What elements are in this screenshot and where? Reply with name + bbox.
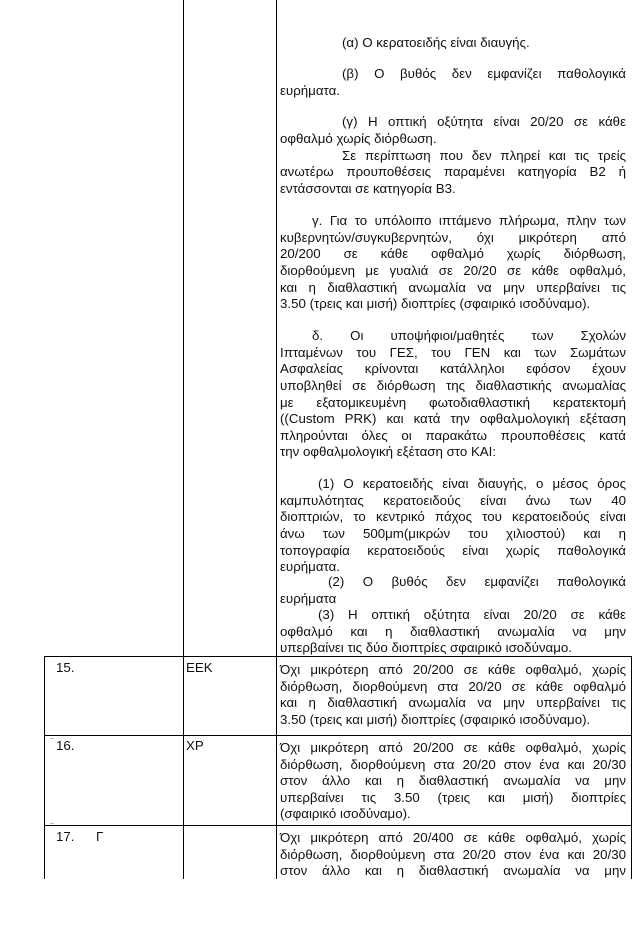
row-text-line: υπερβαίνει τις 3.50 (τρεις και μισή) διοπτρίες xyxy=(280,790,626,805)
column-divider-1 xyxy=(183,0,184,879)
scan-mark xyxy=(50,738,54,739)
row-border-16 xyxy=(44,735,632,736)
row-number: 16. xyxy=(56,738,75,753)
delta-line6: ((Custom PRK) και κατά την οφθαλμολογική εξέταση xyxy=(280,411,626,426)
scan-mark xyxy=(50,823,54,824)
d1-line4: άνω των 500μm(μικρών του χιλιοστού) και η xyxy=(280,526,626,541)
d3-line1: (3) Η οπτική οξύτητα είναι 20/20 σε κάθε xyxy=(318,607,626,622)
row-border-17 xyxy=(44,825,632,826)
delta-line8: την οφθαλμολογική εξέταση στο ΚΑΙ: xyxy=(280,444,497,459)
d3-line2: οφθαλμό και η διαθλαστική ανωμαλία να μην xyxy=(280,624,626,639)
row-text-line: Όχι μικρότερη από 20/200 σε κάθε οφθαλμό, χωρίς xyxy=(280,740,626,755)
clause-b-line2: ευρήματα. xyxy=(280,83,340,98)
gamma-line2: κυβερνητών/συγκυβερνητών, όχι μικρότερη από xyxy=(280,230,626,245)
d1-line3: διοπτριών, το κεντρικό πάχος του κερατοειδούς είναι xyxy=(280,509,626,524)
row-text-line: διόρθωση, διορθούμενη στα 20/20 στον ένα και 20/30 xyxy=(280,757,626,772)
delta-line2: Ιπταμένων του ΓΕΣ, του ΓΕΝ και των Σωμάτων xyxy=(280,345,626,360)
gamma-line3: 20/200 σε κάθε οφθαλμό χωρίς διόρθωση, xyxy=(280,246,626,261)
row-number: 17. xyxy=(56,829,75,844)
row-code: ΕΕΚ xyxy=(186,660,213,675)
row-text-line: και η διαθλαστική ανωμαλία να μην υπερβαίνει τις xyxy=(280,695,626,710)
row-category: Γ xyxy=(96,829,104,844)
delta-line4: υποβληθεί σε διόρθωση της διαθλαστικής ανωμαλίας xyxy=(280,378,626,393)
d2-line2: ευρήματα xyxy=(280,591,337,606)
row-text-line: (σφαιρικό ισοδύναμο). xyxy=(280,806,411,821)
clause-c-line1: (γ) Η οπτική οξύτητα είναι 20/20 σε κάθε xyxy=(342,114,626,129)
d1-line1: (1) Ο κερατοειδής είναι διαυγής, ο μέσος όρος xyxy=(318,476,626,491)
row-text-line: στον άλλο και η διαθλαστική ανωμαλία να μην xyxy=(280,773,626,788)
clause-b-line1: (β) Ο βυθός δεν εμφανίζει παθολογικά xyxy=(342,66,626,81)
row-text-line: διόρθωση, διορθούμενη στα 20/20 στον ένα και 20/30 xyxy=(280,847,626,862)
delta-line5: με εξατομικευμένη φωτοδιαθλαστική κερατεκτομή xyxy=(280,395,626,410)
delta-line7: πληρούνται όλες οι παρακάτω προυποθέσεις κατά xyxy=(280,428,626,443)
gamma-line6: 3.50 (τρεις και μισή) διοπτρίες (σφαιρικό ισοδύναμο). xyxy=(280,296,591,311)
row-text-line: διόρθωση, διορθούμενη στα 20/20 σε κάθε οφθαλμό xyxy=(280,679,626,694)
row-text-line: 3.50 (τρεις και μισή) διοπτρίες (σφαιρικό ισοδύναμο). xyxy=(280,712,591,727)
d1-line2: καμπυλότητας κερατοειδούς είναι άνω των 40 xyxy=(280,493,626,508)
delta-line3: Ασφαλείας κρίνονται κατάλληλοι εφόσον έχουν xyxy=(280,361,626,376)
row-text-line: στον άλλο και η διαθλαστική ανωμαλία να μην xyxy=(280,863,626,878)
table-left-border xyxy=(44,656,45,879)
table-right-border xyxy=(631,656,632,879)
d3-line3: υπερβαίνει τις δύο διοπτρίες σφαιρικό ισοδύναμο. xyxy=(280,640,572,655)
gamma-line5: και η διαθλαστική ανωμαλία να μην υπερβαίνει τις xyxy=(280,280,626,295)
d1-line5: τοπογραφία κερατοειδούς είναι χωρίς παθολογικά xyxy=(280,543,626,558)
gamma-line4: διορθούμενη με γυαλιά σε 20/20 σε κάθε οφθαλμό, xyxy=(280,263,626,278)
d1-line6: ευρήματα. xyxy=(280,559,340,574)
note-line2: ανωτέρω προυποθέσεις παραμένει κατηγορία Β2 ή xyxy=(280,164,626,179)
note-line3: εντάσσονται σε κατηγορία Β3. xyxy=(280,181,456,196)
clause-c-line2: οφθαλμό χωρίς διόρθωση. xyxy=(280,131,437,146)
column-divider-2 xyxy=(276,0,277,879)
row-number: 15. xyxy=(56,660,75,675)
gamma-line1: γ. Για το υπόλοιπο ιπτάμενο πλήρωμα, πλην των xyxy=(312,213,626,228)
d2-line1: (2) Ο βυθός δεν εμφανίζει παθολογικά xyxy=(328,574,626,589)
delta-line1: δ. Οι υποψήφιοι/μαθητές των Σχολών xyxy=(312,328,626,343)
row-text-line: Όχι μικρότερη από 20/200 σε κάθε οφθαλμό, χωρίς xyxy=(280,662,626,677)
note-line1: Σε περίπτωση που δεν πληρεί και τις τρείς xyxy=(342,148,626,163)
row-code: ΧΡ xyxy=(186,738,204,753)
clause-a: (α) Ο κερατοειδής είναι διαυγής. xyxy=(342,35,530,50)
row-text-line: Όχι μικρότερη από 20/400 σε κάθε οφθαλμό, χωρίς xyxy=(280,830,626,845)
